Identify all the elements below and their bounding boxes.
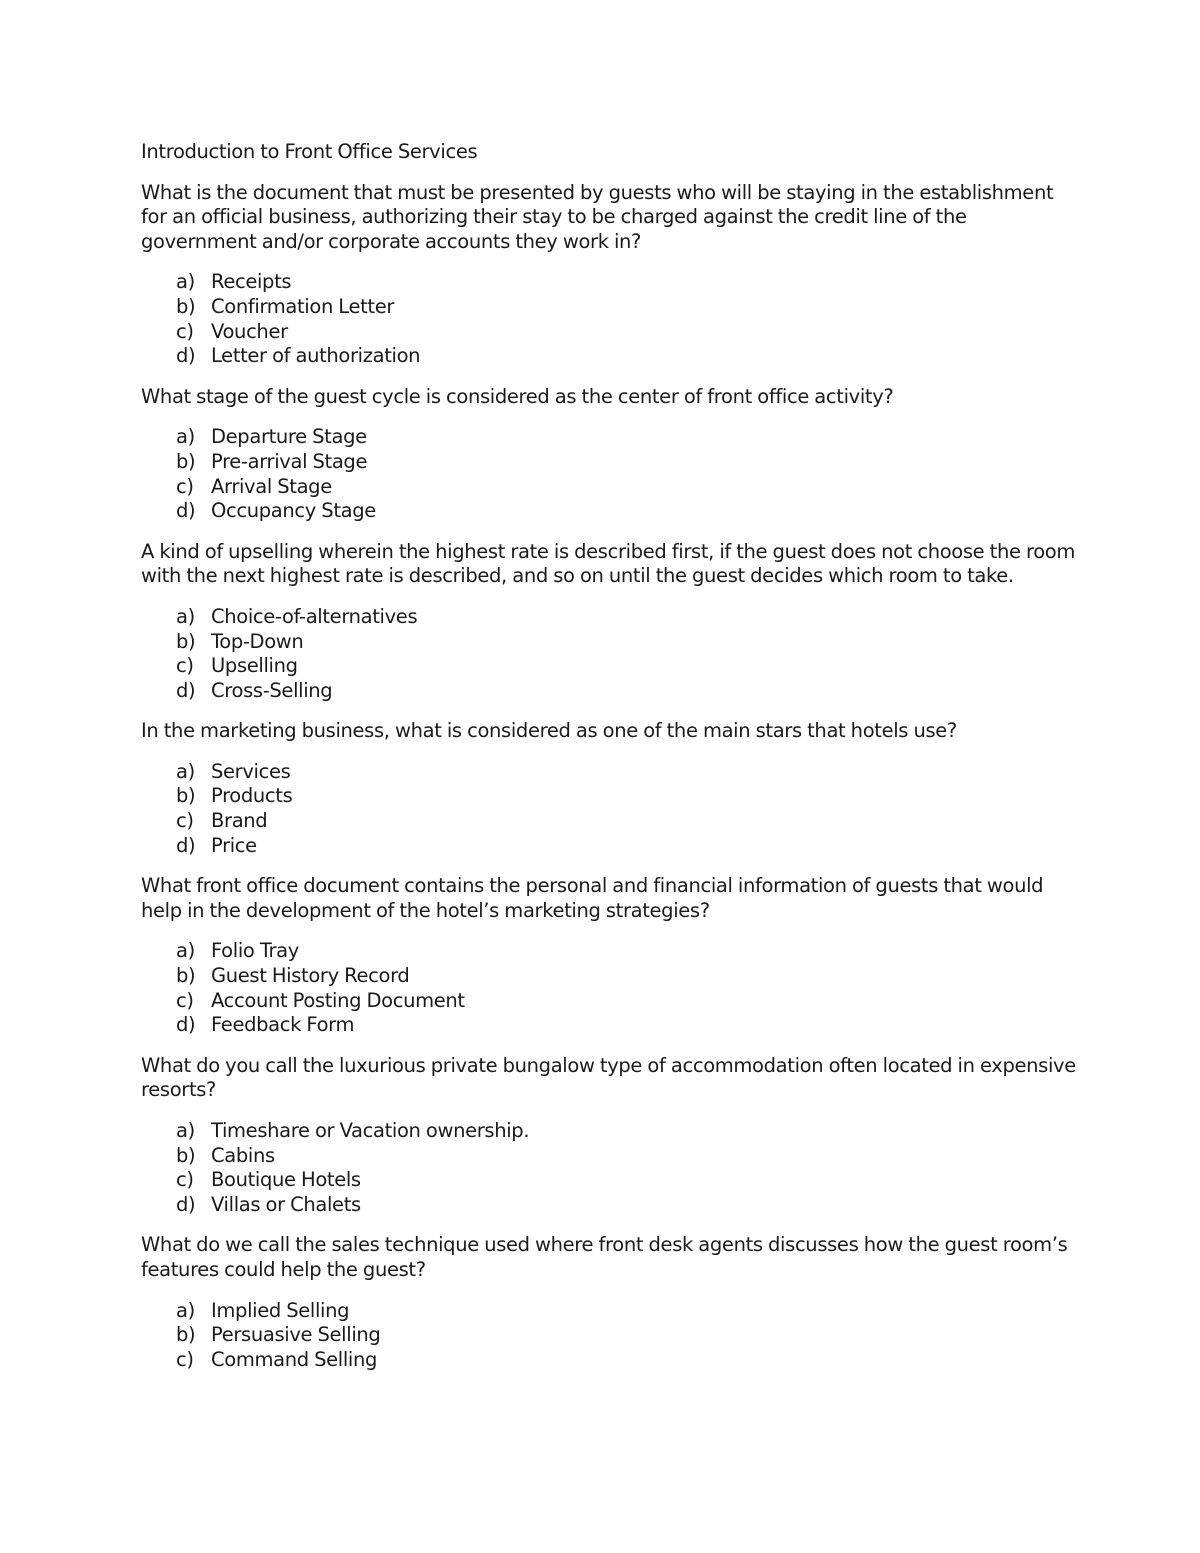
option-letter: b): [176, 294, 196, 318]
option-b: [141, 630, 1081, 655]
question-7: [141, 1233, 1081, 1372]
options-list: [141, 1299, 1081, 1373]
option-letter: d): [176, 499, 196, 523]
option-letter: d): [176, 1192, 196, 1216]
question-text: What stage of the guest cycle is considered as the center of front office activity?: [141, 384, 894, 408]
options-list: [141, 605, 1081, 703]
option-text: Folio Tray: [211, 939, 299, 963]
option-text: Services: [211, 759, 291, 783]
option-letter: a): [176, 604, 195, 628]
question-2: [141, 385, 1081, 524]
option-c: [141, 809, 1081, 834]
document-title: Introduction to Front Office Services: [141, 140, 478, 163]
question-1: [141, 181, 1081, 369]
option-d: [141, 1013, 1081, 1038]
option-text: Guest History Record: [211, 964, 410, 988]
question-text: A kind of upselling wherein the highest rate is described first, if the guest does not choose the room with the next highest rate is described, and so on until the guest decides which room to take.: [141, 539, 1076, 588]
option-letter: a): [176, 425, 195, 449]
option-text: Implied Selling: [211, 1298, 350, 1322]
option-b: [141, 1144, 1081, 1169]
option-a: [141, 270, 1081, 295]
option-text: Villas or Chalets: [211, 1192, 361, 1216]
options-list: [141, 1119, 1081, 1217]
option-text: Pre-arrival Stage: [211, 449, 368, 473]
question-text: In the marketing business, what is considered as one of the main stars that hotels use?: [141, 719, 957, 743]
question-text: What front office document contains the personal and financial information of guests that would help in the development of the hotel’s marketing strategies?: [141, 874, 1044, 922]
option-text: Boutique Hotels: [211, 1168, 361, 1192]
option-c: [141, 1168, 1081, 1193]
option-d: [141, 679, 1081, 704]
option-letter: a): [176, 939, 195, 963]
option-a: [141, 1119, 1081, 1144]
option-letter: c): [176, 319, 194, 343]
option-text: Cross-Selling: [211, 678, 333, 702]
option-a: [141, 605, 1081, 630]
option-text: Persuasive Selling: [211, 1323, 381, 1347]
option-text: Top-Down: [211, 629, 304, 653]
option-text: Command Selling: [211, 1347, 378, 1371]
option-c: [141, 654, 1081, 679]
option-text: Letter of authorization: [211, 344, 421, 368]
question-6: [141, 1054, 1081, 1218]
option-letter: c): [176, 474, 194, 498]
option-d: [141, 834, 1081, 859]
option-letter: c): [176, 1347, 194, 1371]
option-a: [141, 760, 1081, 785]
option-letter: b): [176, 964, 196, 988]
options-list: [141, 760, 1081, 858]
option-text: Arrival Stage: [211, 474, 332, 498]
option-c: [141, 320, 1081, 345]
question-text: What do you call the luxurious private bungalow type of accommodation often located in expensive resorts?: [141, 1053, 1076, 1102]
option-b: [141, 964, 1081, 989]
option-a: [141, 939, 1081, 964]
option-text: Departure Stage: [211, 425, 367, 449]
option-d: [141, 1193, 1081, 1218]
option-text: Account Posting Document: [211, 988, 465, 1012]
option-text: Voucher: [211, 319, 288, 343]
option-letter: c): [176, 988, 194, 1012]
option-text: Products: [211, 784, 293, 808]
option-letter: b): [176, 449, 196, 473]
option-b: [141, 784, 1081, 809]
question-text: What is the document that must be presented by guests who will be staying in the establishment for an official business, authorizing their stay to be charged against the credit line of the government and/or corporate accounts they work in?: [141, 180, 1054, 253]
option-letter: d): [176, 833, 196, 857]
option-text: Confirmation Letter: [211, 294, 395, 318]
option-d: [141, 499, 1081, 524]
question-text: What do we call the sales technique used where front desk agents discusses how the guest room’s features could help the guest?: [141, 1233, 1068, 1281]
options-list: [141, 270, 1081, 368]
option-text: Cabins: [211, 1143, 275, 1167]
option-text: Brand: [211, 809, 268, 833]
option-letter: b): [176, 1143, 196, 1167]
option-letter: c): [176, 654, 194, 678]
option-letter: c): [176, 809, 194, 833]
option-letter: a): [176, 759, 195, 783]
option-text: Choice-of-alternatives: [211, 604, 418, 628]
option-letter: b): [176, 1323, 196, 1347]
option-c: [141, 475, 1081, 500]
option-letter: a): [176, 1119, 195, 1142]
option-letter: b): [176, 629, 196, 653]
option-letter: d): [176, 344, 196, 368]
option-text: Occupancy Stage: [211, 499, 376, 523]
option-b: [141, 450, 1081, 475]
options-list: [141, 425, 1081, 523]
question-3: [141, 540, 1081, 704]
option-letter: a): [176, 1298, 195, 1322]
option-letter: d): [176, 1013, 196, 1037]
question-4: [141, 719, 1081, 858]
option-a: [141, 1299, 1081, 1324]
options-list: [141, 939, 1081, 1037]
option-d: [141, 344, 1081, 369]
document-page: [141, 140, 1081, 1388]
option-text: Feedback Form: [211, 1013, 355, 1037]
option-letter: c): [176, 1168, 194, 1192]
option-text: Receipts: [211, 270, 292, 294]
option-b: [141, 295, 1081, 320]
option-letter: b): [176, 784, 196, 808]
question-5: [141, 874, 1081, 1038]
option-text: Upselling: [211, 654, 298, 678]
option-b: [141, 1323, 1081, 1348]
option-text: Timeshare or Vacation ownership.: [211, 1119, 530, 1142]
option-letter: a): [176, 270, 195, 294]
option-a: [141, 425, 1081, 450]
option-c: [141, 989, 1081, 1014]
option-text: Price: [211, 833, 257, 857]
option-c: [141, 1348, 1081, 1373]
option-letter: d): [176, 678, 196, 702]
